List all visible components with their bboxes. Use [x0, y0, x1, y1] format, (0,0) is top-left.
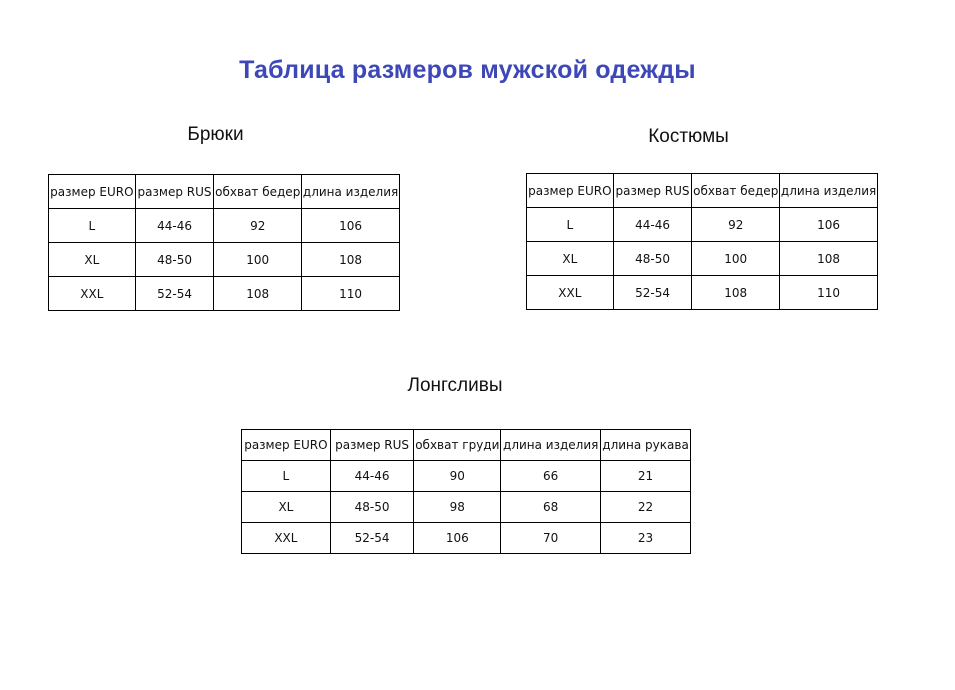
table-header-row [242, 430, 691, 461]
table-cell: 48-50 [135, 243, 214, 277]
table-cell: 52-54 [613, 276, 692, 310]
column-header: размер EURO [49, 175, 136, 209]
table-cell: L [527, 208, 614, 242]
column-header: размер EURO [242, 430, 331, 461]
column-header: длина изделия [302, 175, 400, 209]
table-cell: 110 [780, 276, 878, 310]
size-table-pants [48, 174, 400, 311]
size-table-longsleeves [241, 429, 691, 554]
table-cell: 108 [780, 242, 878, 276]
table-cell: 23 [601, 523, 691, 554]
table-cell: 98 [414, 492, 501, 523]
table-cell: L [49, 209, 136, 243]
section-title-pants: Брюки [187, 124, 244, 145]
table-cell: XL [49, 243, 136, 277]
table-row [49, 277, 400, 311]
table-cell: 52-54 [135, 277, 214, 311]
table-cell: 48-50 [330, 492, 414, 523]
table-cell: 100 [692, 242, 780, 276]
section-title-suits: Костюмы [648, 126, 729, 147]
table-cell: 44-46 [613, 208, 692, 242]
column-header: обхват бедер [214, 175, 302, 209]
column-header: обхват бедер [692, 174, 780, 208]
table-row [527, 242, 878, 276]
table-cell: XXL [242, 523, 331, 554]
table-cell: 92 [692, 208, 780, 242]
table-cell: XL [527, 242, 614, 276]
section-title-longsleeves: Лонгсливы [407, 375, 503, 396]
table-cell: 108 [302, 243, 400, 277]
table-row [242, 461, 691, 492]
table-row [527, 208, 878, 242]
table-cell: 90 [414, 461, 501, 492]
table-cell: 52-54 [330, 523, 414, 554]
table-header-row [527, 174, 878, 208]
table-cell: XL [242, 492, 331, 523]
table-cell: XXL [527, 276, 614, 310]
table-cell: 92 [214, 209, 302, 243]
table-cell: 21 [601, 461, 691, 492]
column-header: размер EURO [527, 174, 614, 208]
table-cell: 108 [692, 276, 780, 310]
table-cell: 100 [214, 243, 302, 277]
table-cell: 44-46 [135, 209, 214, 243]
column-header: длина рукава [601, 430, 691, 461]
table-cell: 70 [501, 523, 601, 554]
table-cell: 106 [414, 523, 501, 554]
column-header: размер RUS [135, 175, 214, 209]
table-row [49, 243, 400, 277]
column-header: длина изделия [501, 430, 601, 461]
table-cell: 68 [501, 492, 601, 523]
column-header: размер RUS [613, 174, 692, 208]
table-cell: 44-46 [330, 461, 414, 492]
table-cell: 66 [501, 461, 601, 492]
column-header: размер RUS [330, 430, 414, 461]
table-cell: L [242, 461, 331, 492]
column-header: обхват груди [414, 430, 501, 461]
table-row [527, 276, 878, 310]
column-header: длина изделия [780, 174, 878, 208]
table-cell: 110 [302, 277, 400, 311]
table-cell: 108 [214, 277, 302, 311]
size-table-suits [526, 173, 878, 310]
table-cell: 106 [780, 208, 878, 242]
table-cell: XXL [49, 277, 136, 311]
table-row [242, 492, 691, 523]
table-header-row [49, 175, 400, 209]
table-cell: 22 [601, 492, 691, 523]
table-cell: 106 [302, 209, 400, 243]
table-cell: 48-50 [613, 242, 692, 276]
page-title: Таблица размеров мужской одежды [239, 56, 696, 84]
table-row [242, 523, 691, 554]
table-row [49, 209, 400, 243]
